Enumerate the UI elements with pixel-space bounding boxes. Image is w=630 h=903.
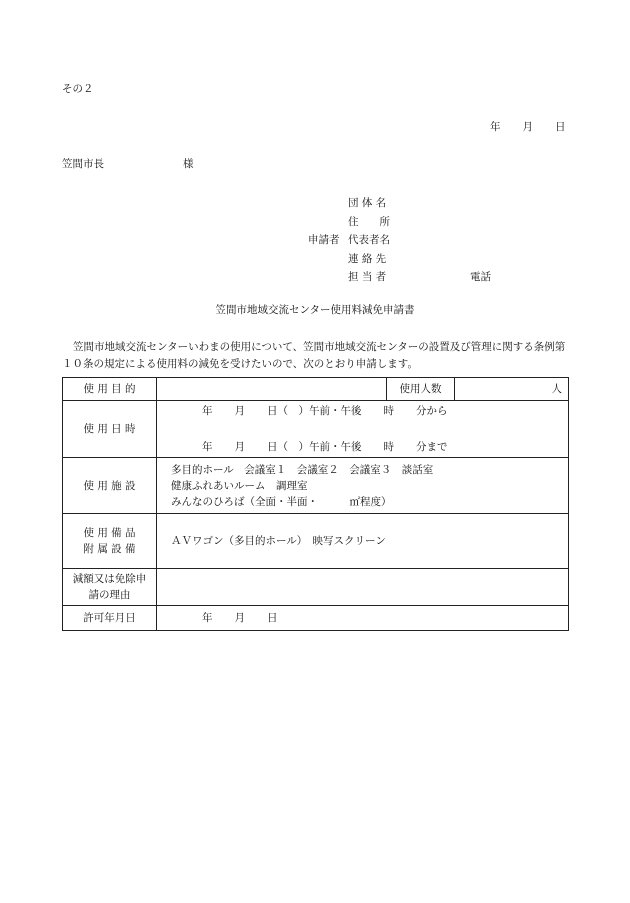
facility-row (63, 458, 569, 514)
to-hour: 時 (383, 441, 394, 453)
reason-label (63, 569, 157, 606)
applicant-prefix: 申請者 (308, 234, 340, 247)
from-ampm: 午前・午後 (309, 405, 362, 417)
to-month: 月 (234, 441, 245, 453)
equipment-row (63, 514, 569, 569)
honorific: 様 (183, 158, 194, 170)
facility-line: 多目的ホール 会議室１ 会議室２ 会議室３ 談話室 (171, 463, 434, 476)
addressee (62, 157, 194, 171)
facility-line: みんなのひろば（全面・半面・ ㎡程度） (171, 495, 392, 508)
datetime-row (63, 401, 569, 458)
addressee-name: 笠間市長 (62, 158, 104, 170)
to-ampm: 午前・午後 (309, 441, 362, 453)
group-name-label: 団 体 名 (348, 197, 387, 210)
from-year: 年 (202, 405, 213, 417)
equipment-label-line-2: 附 属 設 備 (83, 543, 136, 555)
address-label: 住 所 (348, 215, 390, 228)
reason-label-line-2: 請の理由 (88, 589, 131, 601)
to-minute: 分まで (416, 441, 448, 453)
purpose-label: 使 用 目 的 (63, 378, 157, 401)
datetime-from (157, 401, 568, 429)
date-year: 年 (490, 121, 501, 133)
reason-field[interactable] (157, 569, 569, 606)
permit-day: 日 (267, 612, 278, 624)
facility-label: 使 用 施 設 (63, 458, 157, 514)
to-year: 年 (202, 441, 213, 453)
phone-label: 電話 (470, 271, 491, 284)
intro-text: 笠間市地域交流センターいわまの使用について、笠間市地域交流センターの設置及び管理に関する条例第１０条の規定による使用料の減免を受けたいので、次のとおり申請します。 (62, 341, 566, 370)
submission-date (490, 120, 566, 134)
permit-month: 月 (234, 612, 245, 624)
sheet-number: その２ (62, 83, 94, 95)
attendees-field[interactable] (455, 378, 569, 401)
intro-paragraph (62, 339, 570, 373)
equipment-label (63, 514, 157, 569)
permit-row (63, 606, 569, 631)
permit-year: 年 (202, 612, 213, 624)
purpose-field[interactable] (157, 378, 387, 401)
datetime-field[interactable] (157, 401, 569, 458)
contact-label: 連 絡 先 (348, 252, 387, 265)
date-month: 月 (522, 121, 533, 133)
from-hour: 時 (383, 405, 394, 417)
purpose-row (63, 378, 569, 401)
person-in-charge-label: 担 当 者 (348, 271, 387, 284)
datetime-to (157, 429, 568, 457)
applicant-block (308, 194, 491, 287)
facility-line: 健康ふれあいルーム 調理室 (171, 479, 308, 492)
to-day: 日（ ） (267, 441, 309, 453)
facility-field[interactable] (157, 458, 569, 514)
reason-label-line-1: 減額又は免除申 (72, 573, 147, 585)
attendees-label: 使用人数 (387, 378, 455, 401)
reason-row (63, 569, 569, 606)
date-day: 日 (555, 121, 566, 133)
datetime-label: 使 用 日 時 (63, 401, 157, 458)
permit-field[interactable] (157, 606, 569, 631)
application-table (62, 377, 569, 631)
from-minute: 分から (416, 405, 448, 417)
from-day: 日（ ） (267, 405, 309, 417)
attendees-unit: 人 (551, 383, 562, 395)
representative-label: 代表者名 (348, 234, 390, 247)
equipment-label-line-1: 使 用 備 品 (83, 527, 136, 539)
equipment-field[interactable]: ＡＶワゴン（多目的ホール） 映写スクリーン (157, 514, 569, 569)
from-month: 月 (234, 405, 245, 417)
permit-label: 許可年月日 (63, 606, 157, 631)
document-title: 笠間市地域交流センター使用料減免申請書 (215, 304, 415, 316)
